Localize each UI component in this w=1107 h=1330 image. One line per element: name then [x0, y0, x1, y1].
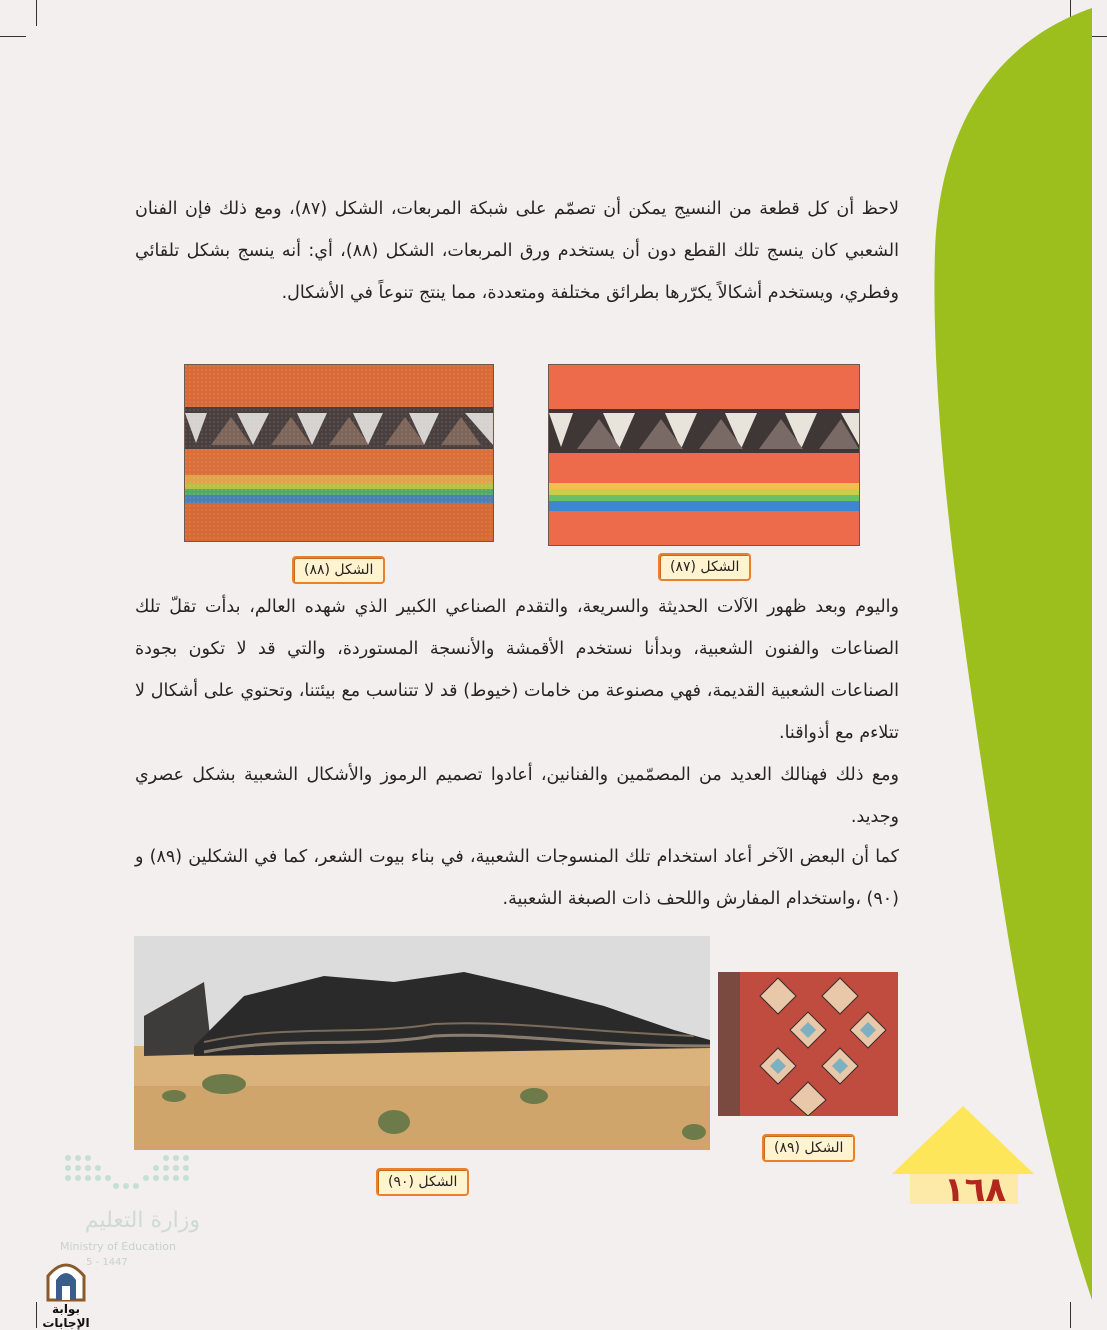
paragraph-1: لاحظ أن كل قطعة من النسيج يمكن أن تصمّم على شبكة المربعات، الشكل (٨٧)، ومع ذلك فإن الفنان الشعبي كان ينسج تلك القطع دون أن يستخدم ورق المربعات، الشكل (٨٨)، أي: أنه ينسج بشكل تلقائي وفطري، ويستخدم أشكالاً يكرّرها بطرائق مختلفة ومتعددة، مما ينتج تنوعاً في الأشكال.	[135, 199, 899, 303]
figure-90-caption: الشكل (٩٠)	[376, 1168, 469, 1196]
ministry-year: 5 - 1447	[86, 1257, 128, 1268]
ministry-name-ar: وزارة التعليم	[84, 1208, 200, 1233]
site-badge[interactable]: بوابة الإجابات	[42, 1302, 90, 1330]
figure-89-caption: الشكل (٨٩)	[762, 1134, 855, 1162]
gate-logo-icon	[44, 1256, 88, 1302]
page-number: ١٦٨	[943, 1170, 1007, 1210]
figure-88-image	[184, 364, 494, 542]
ministry-dots-logo	[60, 1152, 210, 1202]
figure-89-image	[718, 972, 898, 1116]
ministry-name-en: Ministry of Education	[60, 1240, 177, 1253]
figure-87-image	[548, 364, 860, 546]
figure-87-caption: الشكل (٨٧)	[658, 553, 751, 581]
paragraph-2: واليوم وبعد ظهور الآلات الحديثة والسريعة، والتقدم الصناعي الكبير الذي شهده العالم، بدأت تقلّ تلك الصناعات والفنون الشعبية، وبدأنا نستخدم الأقمشة والأنسجة المستوردة، والتي قد لا تكون بجودة الصناعات الشعبية القديمة، فهي مصنوعة من خامات (خيوط) قد لا تتناسب مع بيئتنا، وتحتوي على أشكال لا تتلاءم مع أذواقنا.	[135, 597, 899, 743]
paragraph-3: ومع ذلك فهنالك العديد من المصمّمين والفنانين، أعادوا تصميم الرموز والأشكال الشعبية بشكل عصري وجديد.	[135, 765, 899, 827]
figure-90-image	[134, 936, 710, 1150]
paragraph-4: كما أن البعض الآخر أعاد استخدام تلك المنسوجات الشعبية، في بناء بيوت الشعر، كما في الشكلين (٨٩) و (٩٠) ،واستخدام المفارش واللحف ذات الصبغة الشعبية.	[135, 847, 899, 909]
figure-88-caption: الشكل (٨٨)	[292, 556, 385, 584]
